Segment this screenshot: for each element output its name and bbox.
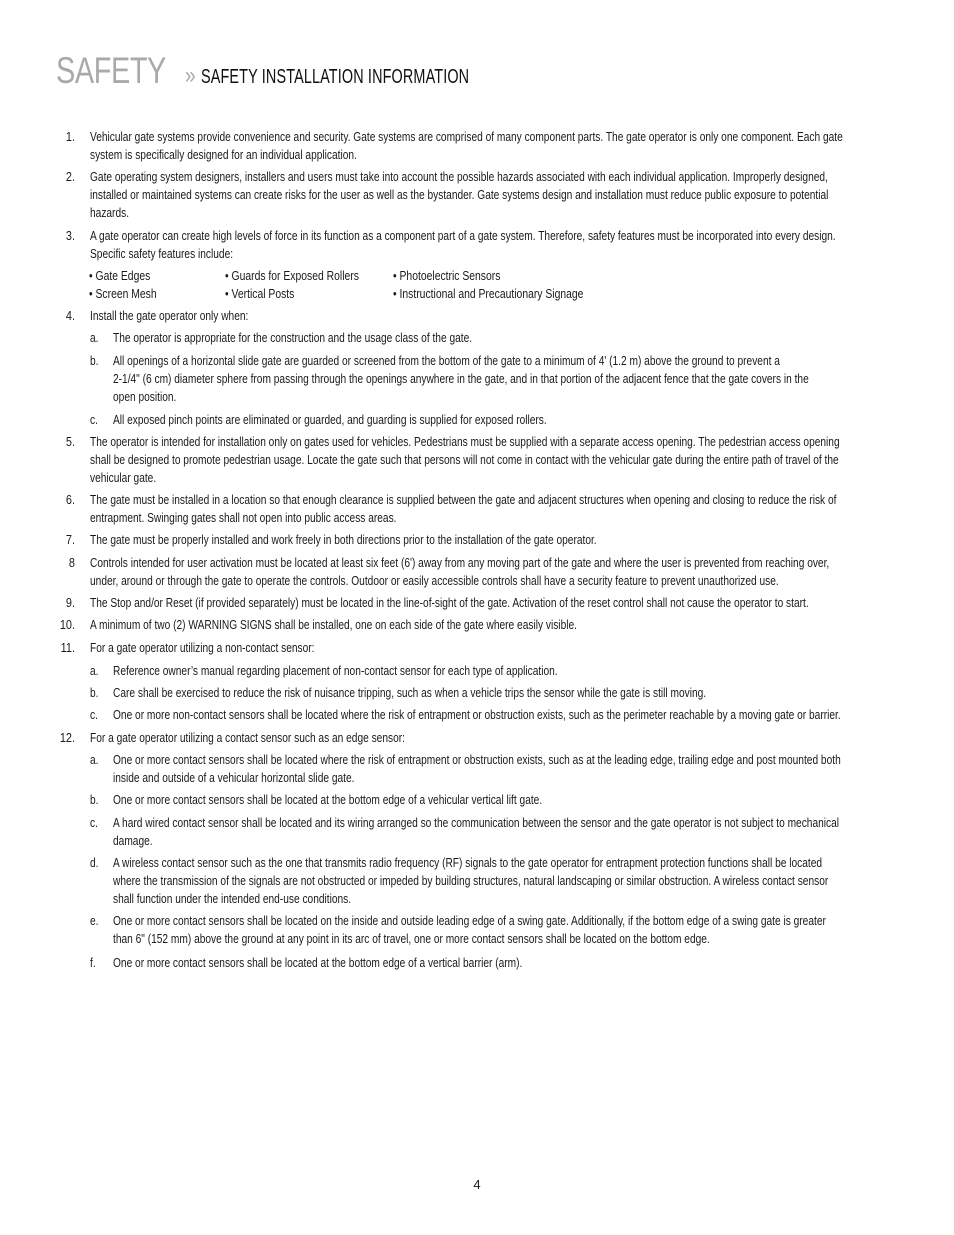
text-line: For a gate operator utilizing a non-contact sensor: (90, 640, 315, 655)
text-line: entrapment. Swinging gates shall not open into public access areas. (90, 510, 397, 525)
list-item-number: 7. (65, 532, 75, 547)
text-line: One or more contact sensors shall be located on the inside and outside leading edge of a swing gate. Additionally, if the bottom edge of a swing gate is greater (113, 913, 826, 928)
safety-feature-item (225, 285, 314, 303)
sub-item-letter-text: b. (90, 685, 99, 700)
list-item (90, 531, 752, 549)
sub-item (113, 954, 648, 972)
list-item-number: 9. (65, 595, 75, 610)
sub-item-letter-text: a. (90, 330, 99, 345)
text-line: One or more contact sensors shall be located at the bottom edge of a vertical barrier (arm). (113, 955, 523, 970)
text-line: A minimum of two (2) WARNING SIGNS shall be installed, one on each side of the gate where easily visible. (90, 617, 577, 632)
list-item-number: 2. (65, 169, 75, 184)
list-item (90, 616, 727, 634)
text-line: Install the gate operator only when: (90, 308, 249, 323)
text-line: Care shall be exercised to reduce the risk of nuisance tripping, such as when a vehicle trips the sensor while the gate is still moving. (113, 685, 707, 700)
text-line: The operator is appropriate for the construction and the usage class of the gate. (113, 330, 473, 345)
safety-feature-label: • Instructional and Precautionary Signage (393, 286, 584, 301)
text-line: A hard wired contact sensor shall be located and its wiring arranged so the communication between the sensor and the gate operator is not subject to mechanical (113, 815, 840, 830)
sub-item (113, 329, 582, 347)
list-item-number: 1. (65, 129, 75, 144)
list-item (90, 594, 954, 612)
text-line: under, around or through the gate to operate the controls. Outdoor or easily accessible controls shall have a security feature to prevent unauthorized use. (90, 573, 779, 588)
list-item (90, 168, 954, 222)
text-line: shall be designed to promote pedestrian usage. Locate the gate such that persons will not come in contact with the vehicular gate during the entire path of travel of the (90, 452, 839, 467)
safety-feature-label: • Screen Mesh (89, 286, 157, 301)
list-item-number: 11. (60, 640, 75, 655)
safety-feature-label: • Vertical Posts (225, 286, 295, 301)
text-line: Reference owner’s manual regarding placement of non-contact sensor for each type of application. (113, 663, 558, 678)
text-line: shall function under the intended end-use conditions. (113, 891, 352, 906)
text-line: damage. (113, 833, 153, 848)
sub-item (113, 854, 954, 908)
text-line: Specific safety features include: (90, 246, 234, 261)
sub-item (113, 912, 954, 948)
sub-item-letter-text: a. (90, 663, 99, 678)
text-line: 2-1/4" (6 cm) diameter sphere from passing through the openings anywhere in the gate, and in that portion of the adjacent fence that the gate covers in the (113, 371, 809, 386)
sub-item (113, 751, 954, 787)
sub-item-letter-text: f. (90, 955, 96, 970)
sub-item (113, 684, 888, 702)
page-header (56, 50, 574, 92)
list-item (90, 554, 954, 590)
safety-feature-item (89, 285, 176, 303)
sub-item-letter-text: e. (90, 913, 99, 928)
sub-item-letter-text: b. (90, 353, 99, 368)
text-line: The Stop and/or Reset (if provided separately) must be located in the line-of-sight of the gate. Activation of the reset control shall not cause the operator to start. (90, 595, 809, 610)
list-item-number: 5. (65, 434, 75, 449)
text-line: One or more contact sensors shall be located at the bottom edge of a vehicular vertical lift gate. (113, 792, 543, 807)
sub-item (113, 662, 694, 680)
text-line: One or more non-contact sensors shall be located where the risk of entrapment or obstruction exists, such as the perimeter reachable by a moving gate or barrier. (113, 707, 841, 722)
text-line: All openings of a horizontal slide gate are guarded or screened from the bottom of the gate to a minimum of 4' (1.2 m) above the ground to prevent a (113, 353, 780, 368)
text-line: The operator is intended for installation only on gates used for vehicles. Pedestrians must be supplied with a separate access opening. The pedestrian access opening (90, 434, 840, 449)
list-item (90, 307, 297, 325)
text-line: than 6" (152 mm) above the ground at any point in its arc of travel, one or more contact sensors shall be located on the bottom edge. (113, 931, 710, 946)
text-line: All exposed pinch points are eliminated or guarded, and guarding is supplied for exposed rollers. (113, 412, 547, 427)
list-item-number: 12. (59, 730, 75, 745)
text-line: The gate must be installed in a location so that enough clearance is supplied between the gate and adjacent structures when opening and closing to reduce the risk of (90, 492, 837, 507)
safety-feature-item (393, 267, 531, 285)
text-line: A wireless contact sensor such as the one that transmits radio frequency (RF) signals to the gate operator for entrapment protection functions shall be located (113, 855, 823, 870)
sub-item (113, 791, 674, 809)
sub-item-letter (90, 791, 101, 809)
breadcrumb-chevron: » (185, 62, 197, 89)
sub-item-letter (90, 684, 101, 702)
list-item-number: 6. (65, 492, 75, 507)
sub-item (113, 706, 954, 724)
section-subtitle: SAFETY INSTALLATION INFORMATION (201, 66, 470, 88)
list-item-number: 8 (68, 555, 75, 570)
sub-item-letter-text: d. (90, 855, 99, 870)
sub-item-letter (90, 352, 101, 370)
text-line: A gate operator can create high levels of force in its function as a component part of a gate system. Therefore, safety features must be incorporated into every design. (90, 228, 836, 243)
safety-feature-item (89, 267, 168, 285)
text-line: where the transmission of the signals are not obstructed or impeded by building structures, natural landscaping or similar obstruction. A wireless contact sensor (113, 873, 829, 888)
text-line: Gate operating system designers, installers and users must take into account the possible hazards associated with each individual application. Improperly designed, (90, 169, 828, 184)
sub-item-letter-text: c. (90, 707, 98, 722)
list-item-number: 3. (65, 228, 75, 243)
sub-item-letter (90, 662, 101, 680)
sub-item (113, 352, 954, 406)
list-item-number: 4. (65, 308, 75, 323)
safety-feature-item (393, 285, 637, 303)
list-item (90, 491, 954, 527)
text-line: For a gate operator utilizing a contact sensor such as an edge sensor: (90, 730, 405, 745)
sub-item-letter (90, 411, 100, 429)
text-line: hazards. (90, 205, 130, 220)
sub-item (113, 814, 954, 850)
sub-item-letter (90, 706, 100, 724)
sub-item-letter (90, 954, 97, 972)
text-line: Controls intended for user activation must be located at least six feet (6') away from any moving part of the gate and where the user is prevented from reaching over, (90, 555, 830, 570)
list-item (90, 227, 954, 263)
list-item (90, 639, 383, 657)
section-title: SAFETY (56, 50, 166, 91)
safety-feature-item (225, 267, 397, 285)
text-line: installed or maintained systems can create risks for the user as well as the bystander. Gate systems design and installation must reduce public exposure to potential (90, 187, 829, 202)
text-line: inside and outside of a vehicular horizontal slide gate. (113, 770, 355, 785)
sub-item-letter (90, 854, 101, 872)
sub-item-letter-text: c. (90, 815, 98, 830)
sub-item-letter (90, 814, 100, 832)
list-item-number: 10. (59, 617, 75, 632)
sub-item (113, 411, 680, 429)
sub-item-letter (90, 751, 101, 769)
safety-feature-label: • Gate Edges (89, 268, 151, 283)
text-line: vehicular gate. (90, 470, 157, 485)
list-item (90, 729, 502, 747)
list-item (90, 433, 954, 487)
safety-feature-label: • Guards for Exposed Rollers (225, 268, 359, 283)
safety-feature-label: • Photoelectric Sensors (393, 268, 501, 283)
list-item (90, 128, 954, 164)
sub-item-letter (90, 912, 101, 930)
sub-item-letter-text: a. (90, 752, 99, 767)
sub-item-letter-text: b. (90, 792, 99, 807)
text-line: The gate must be properly installed and work freely in both directions prior to the installation of the gate operator. (90, 532, 597, 547)
text-line: system is specifically designed for an individual application. (90, 147, 357, 162)
sub-item-letter-text: c. (90, 412, 98, 427)
text-line: open position. (113, 389, 177, 404)
sub-item-letter (90, 329, 101, 347)
text-line: One or more contact sensors shall be located where the risk of entrapment or obstruction exists, such as at the leading edge, trailing edge and post mounted both (113, 752, 841, 767)
page-number: 4 (473, 1177, 481, 1192)
text-line: Vehicular gate systems provide convenience and security. Gate systems are comprised of many component parts. The gate operator is only one component. Each gate (90, 129, 843, 144)
